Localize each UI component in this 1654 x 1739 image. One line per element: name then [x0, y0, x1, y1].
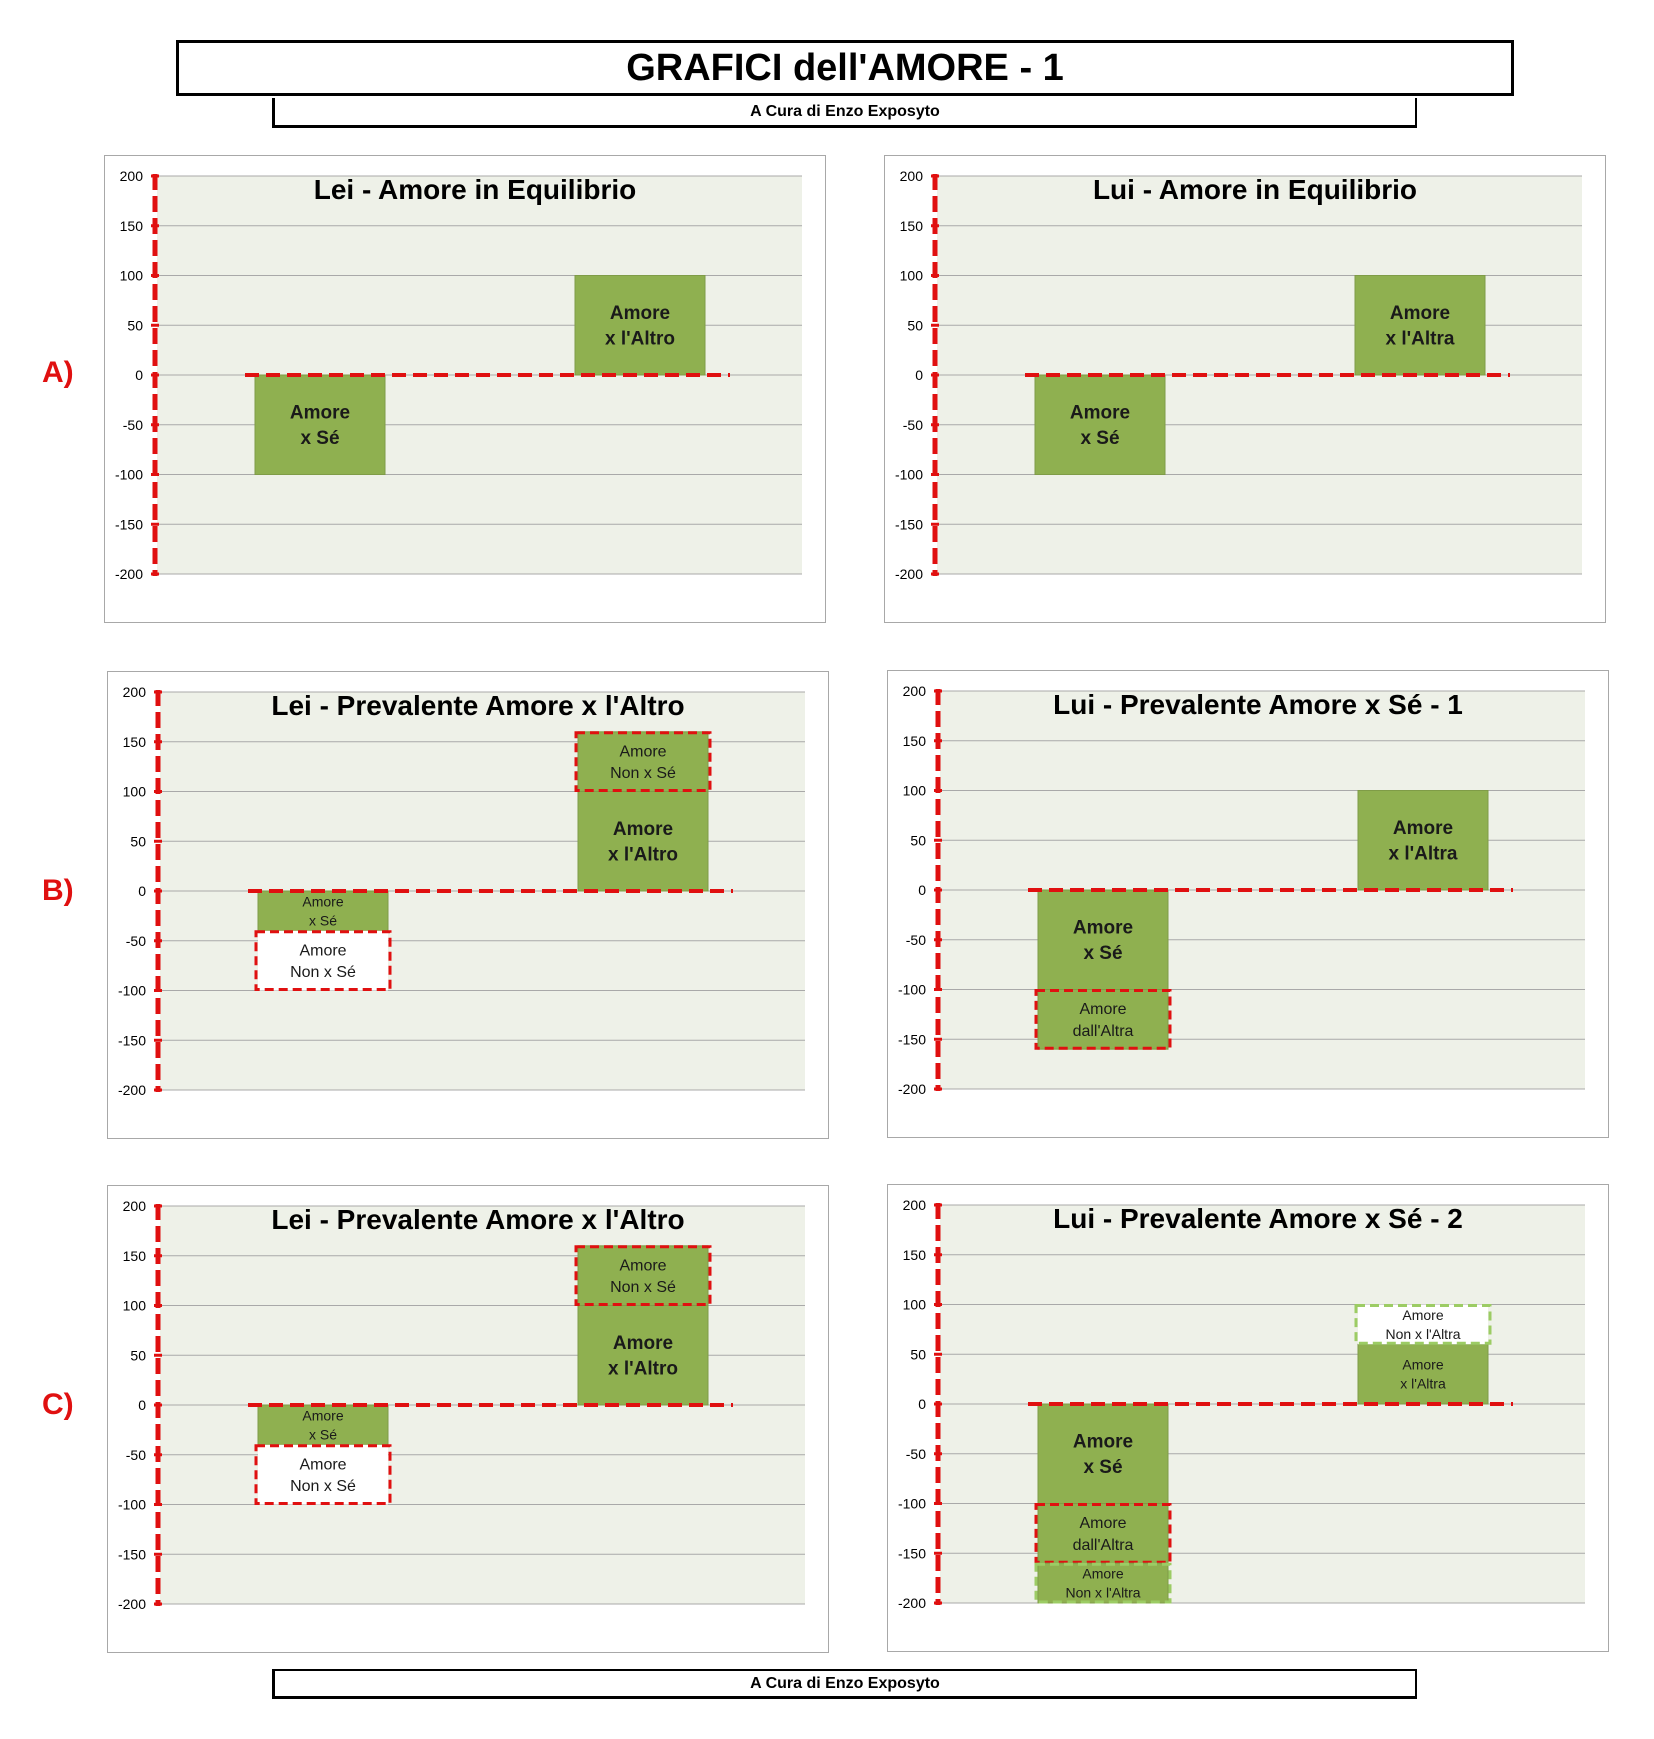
- y-tick-label: 150: [122, 733, 146, 750]
- bar-label: Amore: [1402, 1306, 1444, 1323]
- y-tick-label: -100: [117, 982, 146, 999]
- y-tick-label: -150: [117, 1032, 146, 1049]
- bar-label: dall'Altra: [1072, 1022, 1134, 1040]
- bar-segment: [1035, 375, 1165, 475]
- bar-label: Amore: [299, 1456, 347, 1474]
- bar-label: x Sé: [308, 912, 338, 929]
- y-tick-label: -100: [894, 466, 923, 483]
- y-tick-label: 50: [130, 833, 146, 850]
- bar-label: x l'Altra: [1385, 328, 1455, 350]
- bar-label: Amore: [302, 1407, 344, 1424]
- bar-label: Amore: [1072, 1431, 1134, 1453]
- bar-label: dall'Altra: [1072, 1536, 1134, 1554]
- bar-segment: [578, 792, 708, 892]
- bar-label: Amore: [609, 303, 671, 325]
- bar-label: Amore: [1389, 303, 1451, 325]
- y-tick-label: 50: [127, 317, 143, 334]
- chart-svg: [105, 156, 827, 624]
- bar-label: Non x Sé: [290, 1478, 356, 1496]
- chart-panel: [884, 155, 1606, 623]
- bar-label: Amore: [619, 743, 667, 761]
- y-tick-label: 200: [902, 1197, 926, 1213]
- chart-svg: [108, 672, 830, 1140]
- y-tick-label: 100: [902, 1296, 926, 1313]
- y-tick-label: -150: [897, 1031, 926, 1048]
- y-tick-label: -50: [905, 1445, 926, 1462]
- y-tick-label: -50: [902, 416, 923, 433]
- bar-label: x l'Altra: [1400, 1375, 1446, 1392]
- y-tick-label: 0: [915, 367, 923, 383]
- y-tick-label: -150: [894, 516, 923, 533]
- y-tick-label: -200: [114, 566, 143, 582]
- bar-label: Amore: [299, 942, 347, 960]
- bar-label: Amore: [1079, 1515, 1127, 1533]
- bar-label: Amore: [1402, 1356, 1444, 1373]
- credit-footer: [272, 1669, 1417, 1699]
- y-tick-label: 100: [902, 782, 926, 799]
- y-tick-label: 200: [119, 168, 143, 184]
- bar-label: Non x Sé: [290, 964, 356, 982]
- chart-title: Lui - Amore in Equilibrio: [1092, 174, 1418, 205]
- bar-label: x l'Altro: [605, 328, 675, 350]
- bar-label: Amore: [612, 1333, 674, 1355]
- y-tick-label: 50: [130, 1347, 146, 1364]
- bar-label: x l'Altro: [608, 844, 678, 866]
- y-tick-label: -200: [117, 1596, 146, 1612]
- y-tick-label: -200: [894, 566, 923, 582]
- y-tick-label: 150: [902, 1246, 926, 1263]
- chart-svg: [108, 1186, 830, 1654]
- chart-panel: [107, 671, 829, 1139]
- credit-header: [272, 98, 1417, 128]
- y-tick-label: -50: [125, 932, 146, 949]
- bar-label: Amore: [302, 893, 344, 910]
- bar-segment: [255, 375, 385, 475]
- bar-label: Amore: [289, 402, 351, 424]
- chart-title: Lei - Prevalente Amore x l'Altro: [271, 690, 685, 721]
- bar-segment: [1038, 990, 1168, 1050]
- chart-title: Lei - Prevalente Amore x l'Altro: [271, 1204, 685, 1235]
- bar-segment: [1358, 791, 1488, 891]
- y-tick-label: -100: [897, 1495, 926, 1512]
- chart-panel: [887, 670, 1609, 1138]
- chart-panel: [104, 155, 826, 623]
- y-tick-label: 0: [138, 883, 146, 899]
- y-tick-label: 150: [119, 217, 143, 234]
- bar-label: Amore: [1069, 402, 1131, 424]
- bar-label: Amore: [1072, 917, 1134, 939]
- bar-label: x Sé: [1083, 1457, 1123, 1479]
- y-tick-label: -200: [897, 1081, 926, 1097]
- bar-label: x l'Altro: [608, 1358, 678, 1380]
- chart-panel: [107, 1185, 829, 1653]
- chart-svg: [888, 1185, 1610, 1653]
- bar-label: Non x Sé: [610, 765, 676, 783]
- bar-segment: [578, 732, 708, 792]
- bar-segment: [1358, 1344, 1488, 1404]
- y-tick-label: 200: [902, 683, 926, 699]
- bar-segment: [578, 1306, 708, 1406]
- y-tick-label: 150: [122, 1247, 146, 1264]
- y-tick-label: 100: [122, 1297, 146, 1314]
- bar-segment: [575, 276, 705, 376]
- chart-svg: [888, 671, 1610, 1139]
- bar-segment: [1038, 1404, 1168, 1504]
- bar-label: x l'Altra: [1388, 843, 1458, 865]
- bar-label: Amore: [612, 819, 674, 841]
- y-tick-label: -100: [897, 981, 926, 998]
- chart-title: Lei - Amore in Equilibrio: [313, 174, 637, 205]
- bar-label: x Sé: [1080, 428, 1120, 450]
- page-title-text: GRAFICI dell'AMORE - 1: [626, 46, 1064, 89]
- chart-title: Lui - Prevalente Amore x Sé - 1: [1053, 689, 1463, 720]
- y-tick-label: -200: [897, 1595, 926, 1611]
- bar-label: Amore: [619, 1257, 667, 1275]
- row-label-a: A): [42, 356, 74, 389]
- y-tick-label: -200: [117, 1082, 146, 1098]
- y-tick-label: -150: [897, 1545, 926, 1562]
- y-tick-label: 200: [122, 1198, 146, 1214]
- row-label-c: C): [42, 1388, 74, 1421]
- bar-label: Non x l'Altra: [1065, 1584, 1141, 1601]
- bar-segment: [578, 1246, 708, 1306]
- bar-label: x Sé: [1083, 943, 1123, 965]
- y-tick-label: 200: [122, 684, 146, 700]
- credit-header-text: A Cura di Enzo Exposyto: [750, 102, 940, 120]
- y-tick-label: 100: [122, 783, 146, 800]
- y-tick-label: 100: [119, 267, 143, 284]
- chart-panel: [887, 1184, 1609, 1652]
- bar-label: Non x Sé: [610, 1279, 676, 1297]
- bar-segment: [1355, 276, 1485, 376]
- y-tick-label: -150: [114, 516, 143, 533]
- bar-label: Non x l'Altra: [1385, 1325, 1461, 1342]
- y-tick-label: 150: [899, 217, 923, 234]
- bar-label: Amore: [1082, 1565, 1124, 1582]
- y-tick-label: 50: [910, 1346, 926, 1363]
- bar-label: Amore: [1392, 818, 1454, 840]
- y-tick-label: 150: [902, 732, 926, 749]
- y-tick-label: 100: [899, 267, 923, 284]
- bar-label: x Sé: [300, 428, 340, 450]
- bar-segment: [1038, 890, 1168, 990]
- y-tick-label: 0: [135, 367, 143, 383]
- row-label-b: B): [42, 874, 74, 907]
- page-title: [176, 40, 1514, 96]
- y-tick-label: -100: [114, 466, 143, 483]
- y-tick-label: 0: [918, 1396, 926, 1412]
- y-tick-label: -100: [117, 1496, 146, 1513]
- chart-title: Lui - Prevalente Amore x Sé - 2: [1053, 1203, 1463, 1234]
- bar-label: Amore: [1079, 1001, 1127, 1019]
- bar-label: x Sé: [308, 1426, 338, 1443]
- y-tick-label: -150: [117, 1546, 146, 1563]
- y-tick-label: -50: [125, 1446, 146, 1463]
- bar-segment: [1038, 1504, 1168, 1564]
- bar-segment: [258, 1445, 388, 1505]
- y-tick-label: -50: [122, 416, 143, 433]
- y-tick-label: 0: [918, 882, 926, 898]
- credit-footer-text: A Cura di Enzo Exposyto: [750, 1674, 940, 1692]
- y-tick-label: -50: [905, 931, 926, 948]
- y-tick-label: 200: [899, 168, 923, 184]
- chart-svg: [885, 156, 1607, 624]
- y-tick-label: 0: [138, 1397, 146, 1413]
- y-tick-label: 50: [907, 317, 923, 334]
- y-tick-label: 50: [910, 832, 926, 849]
- bar-segment: [258, 931, 388, 991]
